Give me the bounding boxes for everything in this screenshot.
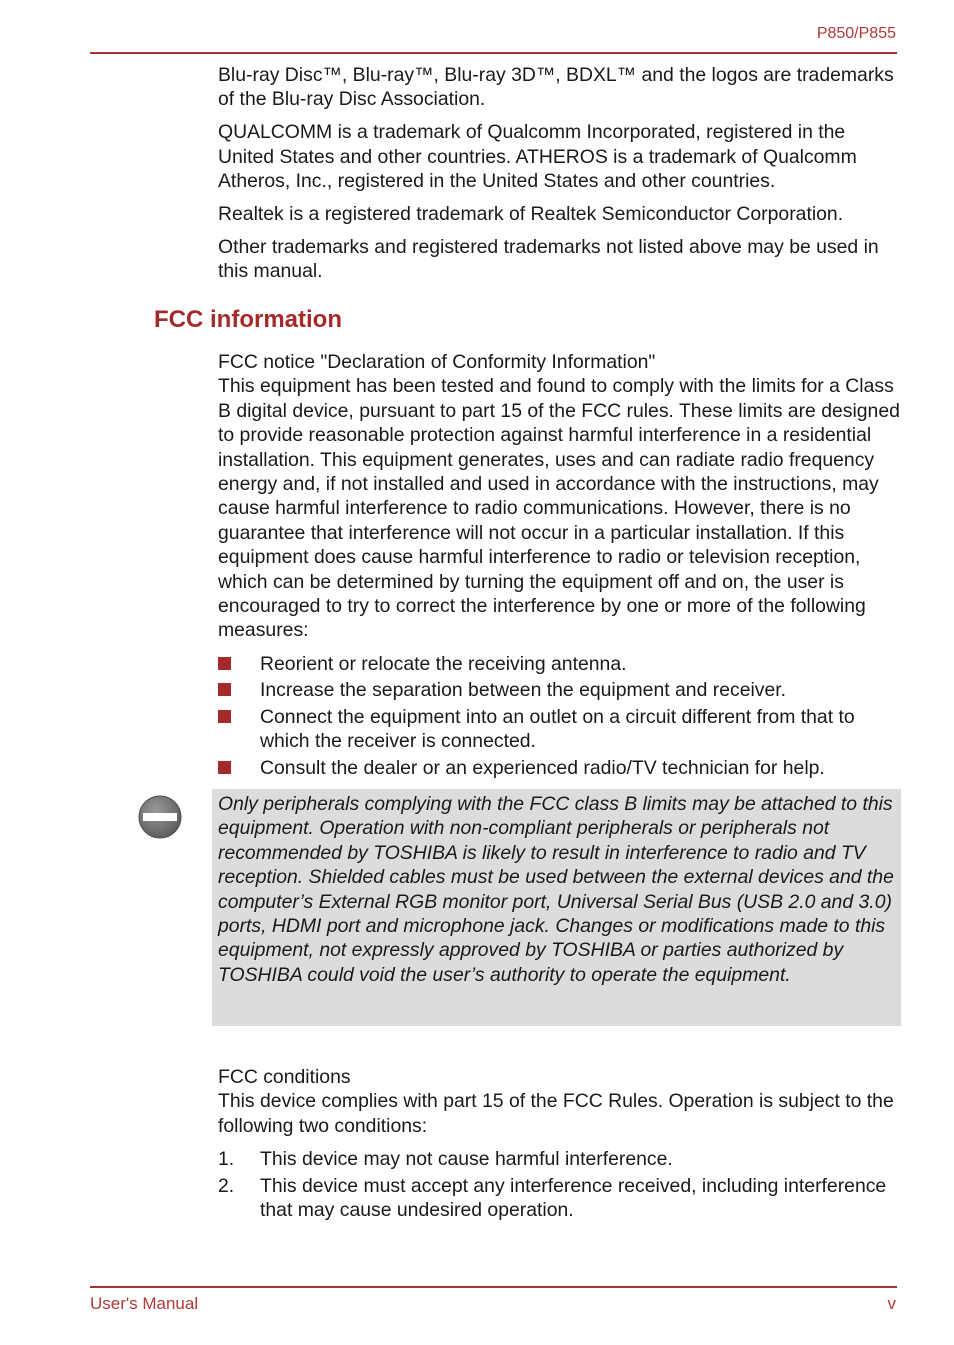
trademarks-section: [218, 63, 903, 292]
trademark-paragraph: Blu-ray Disc™, Blu-ray™, Blu-ray 3D™, BDXL™ and the logos are trademarks of the Blu-ray Disc Association.: [218, 64, 894, 111]
list-item: [218, 1174, 903, 1223]
list-item-text: This device must accept any interference received, including interference that may cause undesired operation.: [260, 1174, 887, 1222]
conditions-body: This device complies with part 15 of the FCC Rules. Operation is subject to the following two conditions:: [218, 1090, 894, 1137]
list-item: [218, 756, 903, 780]
note-box: [212, 789, 901, 1026]
no-entry-icon: [138, 795, 182, 839]
square-bullet-icon: [218, 657, 231, 670]
conditions-list: [218, 1147, 903, 1222]
trademark-paragraph: Other trademarks and registered trademarks not listed above may be used in this manual.: [218, 235, 879, 283]
list-number: 1.: [218, 1148, 235, 1171]
list-number: 2.: [218, 1174, 235, 1197]
footer-rule: [90, 1286, 897, 1288]
square-bullet-icon: [218, 683, 231, 696]
list-item: [218, 705, 903, 754]
trademark-paragraph: Realtek is a registered trademark of Realtek Semiconductor Corporation.: [218, 203, 844, 226]
fcc-conditions: [218, 1065, 903, 1224]
measures-list: [218, 652, 903, 780]
square-bullet-icon: [218, 761, 231, 774]
list-item: [218, 678, 903, 702]
notice-heading: FCC notice "Declaration of Conformity Information": [218, 351, 656, 373]
list-item-text: Increase the separation between the equipment and receiver.: [260, 679, 787, 702]
list-item-text: Reorient or relocate the receiving antenna.: [260, 652, 627, 675]
list-item-text: Consult the dealer or an experienced radio/TV technician for help.: [260, 756, 825, 779]
list-item: [218, 1147, 903, 1171]
trademark-paragraph: QUALCOMM is a trademark of Qualcomm Incorporated, registered in the United States and other countries. ATHEROS is a trademark of Qualcomm Atheros, Inc., registered in the United States and other countries.: [218, 121, 857, 193]
notice-body: This equipment has been tested and found to comply with the limits for a Class B digital device, pursuant to part 15 of the FCC rules. These limits are designed to provide reasonable protection against harmful interference in a residential installation. This equipment generates, uses and can radiate radio frequency energy and, if not installed and used in accordance with the instructions, may cause harmful interference to radio communications. However, there is no guarantee that interference will not occur in a particular installation. If this equipment does cause harmful interference to radio or television reception, which can be determined by turning the equipment off and on, the user is encouraged to try to correct the interference by one or more of the following measures:: [218, 375, 900, 642]
list-item-text: Connect the equipment into an outlet on a circuit different from that to which the receiver is connected.: [260, 705, 855, 753]
list-item-text: This device may not cause harmful interference.: [260, 1148, 673, 1171]
square-bullet-icon: [218, 710, 231, 723]
page-number: v: [887, 1294, 896, 1313]
header-model: P850/P855: [816, 25, 896, 42]
list-item: [218, 652, 903, 676]
section-title: FCC information: [154, 306, 342, 333]
footer-title: User's Manual: [90, 1294, 199, 1313]
fcc-notice: [218, 350, 903, 782]
header-rule: [90, 52, 897, 54]
conditions-heading: FCC conditions: [218, 1066, 351, 1088]
note-text: Only peripherals complying with the FCC class B limits may be attached to this equipment. Operation with non-compliant peripherals or peripherals not recommended by TOSHIBA is likely to result in interference to radio and TV reception. Shielded cables must be used between the external devices and the computer’s External RGB monitor port, Universal Serial Bus (USB 2.0 and 3.0) ports, HDMI port and microphone jack. Changes or modifications made to this equipment, not expressly approved by TOSHIBA or parties authorized by TOSHIBA could void the user’s authority to operate the equipment.: [218, 793, 894, 986]
